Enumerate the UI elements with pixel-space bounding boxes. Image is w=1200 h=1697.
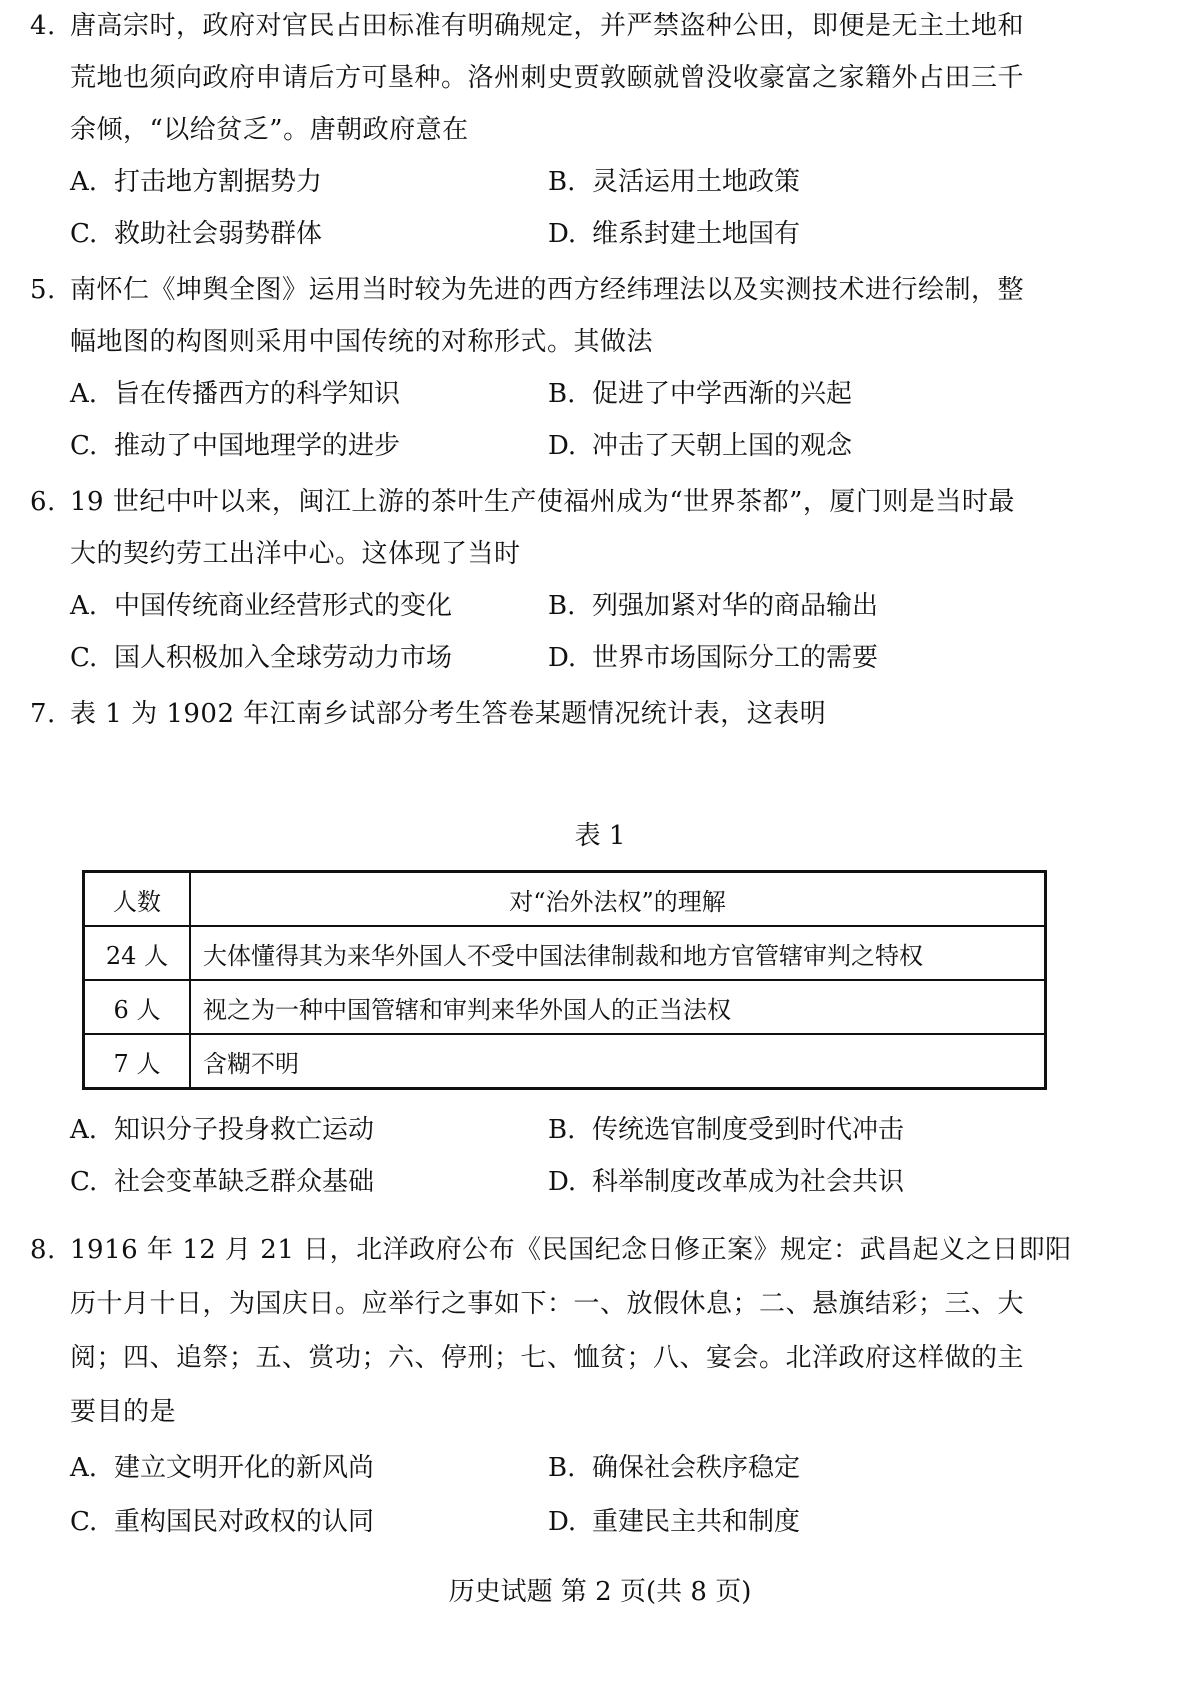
table-row (84, 926, 1046, 980)
option-4a[interactable]: A. 打击地方割据势力 (70, 167, 323, 197)
table-header-cell: 对“治外法权”的理解 (190, 872, 1046, 927)
option-5c[interactable]: C. 推动了中国地理学的进步 (70, 431, 401, 461)
option-5d[interactable]: D. 冲击了天朝上国的观念 (548, 431, 853, 461)
question-number: 7. (30, 699, 56, 729)
table-cell: 24 人 (84, 926, 191, 980)
question-text: 唐高宗时，政府对官民占田标准有明确规定，并严禁盗种公田，即便是无主土地和 (70, 11, 1025, 41)
table-row (84, 1034, 1046, 1089)
question-7-line-1 (30, 696, 826, 732)
question-text: 南怀仁《坤舆全图》运用当时较为先进的西方经纬理法以及实测技术进行绘制，整 (70, 275, 1025, 305)
question-5-line-2: 幅地图的构图则采用中国传统的对称形式。其做法 (70, 327, 654, 357)
table-cell: 7 人 (84, 1034, 191, 1089)
question-5-line-1 (30, 272, 1024, 308)
table-row (84, 980, 1046, 1034)
table-header-cell: 人数 (84, 872, 191, 927)
question-number: 8. (30, 1235, 56, 1265)
question-text: 1916 年 12 月 21 日，北洋政府公布《民国纪念日修正案》规定：武昌起义之日即阳 (70, 1235, 1072, 1265)
question-4-line-1 (30, 8, 1024, 44)
question-number: 4. (30, 11, 56, 41)
option-8a[interactable]: A. 建立文明开化的新风尚 (70, 1453, 375, 1483)
question-6-line-1 (30, 484, 1015, 520)
option-7d[interactable]: D. 科举制度改革成为社会共识 (548, 1167, 905, 1197)
option-5a[interactable]: A. 旨在传播西方的科学知识 (70, 379, 401, 409)
question-8-line-3: 阅；四、追祭；五、赏功；六、停刑；七、恤贫；八、宴会。北洋政府这样做的主 (70, 1343, 1025, 1373)
option-4b[interactable]: B. 灵活运用土地政策 (548, 167, 801, 197)
table-cell: 6 人 (84, 980, 191, 1034)
question-text: 19 世纪中叶以来，闽江上游的茶叶生产使福州成为“世界茶都”，厦门则是当时最 (70, 487, 1015, 517)
option-8d[interactable]: D. 重建民主共和制度 (548, 1507, 801, 1537)
question-number: 5. (30, 275, 56, 305)
question-number: 6. (30, 487, 56, 517)
option-6c[interactable]: C. 国人积极加入全球劳动力市场 (70, 643, 453, 673)
table-cell: 大体懂得其为来华外国人不受中国法律制裁和地方官管辖审判之特权 (190, 926, 1046, 980)
question-8-line-4: 要目的是 (70, 1397, 177, 1427)
question-4-line-3: 余倾，“以给贫乏”。唐朝政府意在 (70, 115, 469, 145)
option-8b[interactable]: B. 确保社会秩序稳定 (548, 1453, 801, 1483)
option-7b[interactable]: B. 传统选官制度受到时代冲击 (548, 1115, 905, 1145)
option-7a[interactable]: A. 知识分子投身救亡运动 (70, 1115, 375, 1145)
option-6a[interactable]: A. 中国传统商业经营形式的变化 (70, 591, 453, 621)
question-text: 表 1 为 1902 年江南乡试部分考生答卷某题情况统计表，这表明 (70, 699, 827, 729)
question-4-line-2: 荒地也须向政府申请后方可垦种。洛州刺史贾敦颐就曾没收豪富之家籍外占田三千 (70, 63, 1025, 93)
option-5b[interactable]: B. 促进了中学西渐的兴起 (548, 379, 853, 409)
option-6d[interactable]: D. 世界市场国际分工的需要 (548, 643, 879, 673)
table-title: 表 1 (574, 821, 626, 851)
stats-table (82, 870, 1047, 1090)
page-footer: 历史试题 第 2 页(共 8 页) (448, 1577, 752, 1607)
table-cell: 视之为一种中国管辖和审判来华外国人的正当法权 (190, 980, 1046, 1034)
table-header-row (84, 872, 1046, 927)
option-4c[interactable]: C. 救助社会弱势群体 (70, 219, 323, 249)
table-cell: 含糊不明 (190, 1034, 1046, 1089)
option-4d[interactable]: D. 维系封建土地国有 (548, 219, 801, 249)
question-8-line-2: 历十月十日，为国庆日。应举行之事如下：一、放假休息；二、悬旗结彩；三、大 (70, 1289, 1025, 1319)
question-8-line-1 (30, 1232, 1072, 1268)
option-8c[interactable]: C. 重构国民对政权的认同 (70, 1507, 375, 1537)
option-7c[interactable]: C. 社会变革缺乏群众基础 (70, 1167, 375, 1197)
option-6b[interactable]: B. 列强加紧对华的商品输出 (548, 591, 879, 621)
question-6-line-2: 大的契约劳工出洋中心。这体现了当时 (70, 539, 521, 569)
